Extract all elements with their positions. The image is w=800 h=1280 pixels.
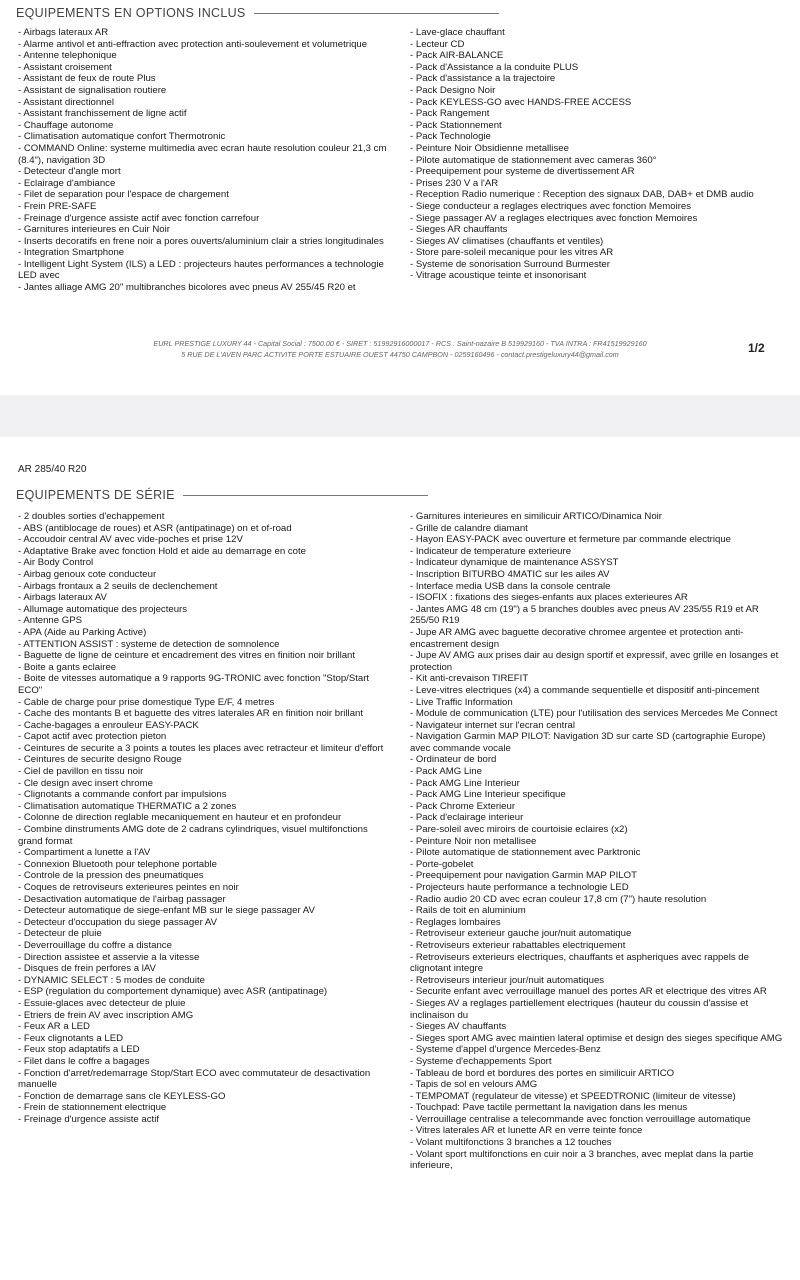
- list-item: - Systeme de sonorisation Surround Burmester: [410, 258, 610, 270]
- serie-section-title: EQUIPEMENTS DE SÉRIE: [16, 488, 175, 502]
- list-item: - DYNAMIC SELECT : 5 modes de conduite: [18, 974, 205, 986]
- list-item: - Clignotants a commande confort par impulsions: [18, 789, 227, 801]
- list-item: - Climatisation automatique THERMATIC a 2 zones: [18, 800, 237, 812]
- list-item: - Navigation Garmin MAP PILOT: Navigation 3D sur carte SD (cartographie Europe) avec commande vocale: [410, 731, 766, 754]
- section-divider-line: [183, 495, 428, 496]
- list-item: - Grille de calandre diamant: [410, 522, 528, 534]
- list-item: - Ceintures de securite designo Rouge: [18, 754, 182, 766]
- list-item: - Sieges AV climatises (chauffants et ventiles): [410, 235, 604, 247]
- list-item: - Pack Technologie: [410, 131, 491, 143]
- list-item: - Boite a gants eclairee: [18, 661, 117, 673]
- section-divider-line: [254, 13, 499, 14]
- list-item: - Systeme d'appel d'urgence Mercedes-Benz: [410, 1044, 601, 1056]
- options-section-header: [16, 6, 800, 20]
- list-item: - Store pare-soleil mecanique pour les vitres AR: [410, 247, 614, 259]
- document-page-1: [0, 0, 800, 395]
- list-item: - Fonction d'arret/redemarrage Stop/Start ECO avec commutateur de desactivation manuelle: [18, 1067, 371, 1091]
- list-item: - Pare-soleil avec miroirs de courtoisie eclaires (x2): [410, 824, 628, 836]
- list-item: - Feux stop adaptatifs a LED: [18, 1044, 140, 1056]
- list-item: - Allumage automatique des projecteurs: [18, 603, 188, 615]
- list-item: - Pack d'assistance a la trajectoire: [410, 73, 556, 85]
- list-item: - Inserts decoratifs en frene noir a pores ouverts/aluminium clair a stries longitudinales: [18, 235, 384, 247]
- list-item: - Volant multifonctions 3 branches a 12 touches: [410, 1137, 612, 1149]
- list-item: - Baguette de ligne de ceinture et encadrement des vitres en finition noir brillant: [18, 650, 356, 662]
- options-list-right: [410, 27, 795, 282]
- list-item: - Prises 230 V a l'AR: [410, 177, 499, 189]
- list-item: - Pack Chrome Exterieur: [410, 800, 516, 812]
- list-item: - Alarme antivol et anti-effraction avec protection anti-soulevement et volumetrique: [18, 38, 368, 50]
- list-item: - Inscription BITURBO 4MATIC sur les ailes AV: [410, 568, 610, 580]
- list-item: - Assistant de signalisation routiere: [18, 84, 167, 96]
- list-item: - Tapis de sol en velours AMG: [410, 1079, 538, 1091]
- list-item: - Filet de separation pour l'espace de chargement: [18, 189, 229, 201]
- list-item: - Reception Radio numerique : Reception des signaux DAB, DAB+ et DMB audio: [410, 189, 754, 201]
- list-item: - Siege conducteur a reglages electriques avec fonction Memoires: [410, 200, 692, 212]
- list-item: - Airbags frontaux a 2 seuils de declenchement: [18, 580, 218, 592]
- serie-list-left: [18, 511, 390, 1125]
- list-item: - Preequipement pour navigation Garmin MAP PILOT: [410, 870, 637, 882]
- serie-section-header: [16, 488, 800, 502]
- list-item: - COMMAND Online: systeme multimedia avec ecran haute resolution couleur 21,3 cm (8.4"), navigation 3D: [18, 142, 387, 166]
- list-item: - 2 doubles sorties d'echappement: [18, 511, 165, 522]
- options-section-title: EQUIPEMENTS EN OPTIONS INCLUS: [16, 6, 246, 20]
- list-item: - Interface media USB dans la console centrale: [410, 580, 611, 592]
- list-item: - Leve-vitres electriques (x4) a commande sequentielle et dispositif anti-pincement: [410, 684, 760, 696]
- list-item: - Colonne de direction reglable mecaniquement en hauteur et en profondeur: [18, 812, 342, 824]
- list-item: - Module de communication (LTE) pour l'utilisation des services Mercedes Me Connect: [410, 708, 778, 720]
- list-item: - Retroviseurs interieur jour/nuit automatiques: [410, 974, 605, 986]
- list-item: - Indicateur dynamique de maintenance ASSYST: [410, 557, 619, 569]
- list-item: - Antenne GPS: [18, 615, 82, 627]
- list-item: - Climatisation automatique confort Thermotronic: [18, 131, 226, 143]
- list-item: - Garnitures interieures en Cuir Noir: [18, 224, 170, 236]
- list-item: - Adaptative Brake avec fonction Hold et aide au demarrage en cote: [18, 545, 306, 557]
- list-item: - Cache-bagages a enrouleur EASY-PACK: [18, 719, 199, 731]
- list-item: - Vitrage acoustique teinte et insonorisant: [410, 270, 587, 282]
- serie-list-right: [410, 511, 788, 1172]
- list-item: - Pack d'eclairage interieur: [410, 812, 524, 824]
- page-number: 1/2: [748, 341, 765, 355]
- list-item: - Preequipement pour systeme de divertissement AR: [410, 166, 635, 178]
- list-item: - Assistant de feux de route Plus: [18, 73, 156, 85]
- list-item: - Verrouillage centralise a telecommande avec fonction verrouillage automatique: [410, 1113, 751, 1125]
- list-item: - Airbags lateraux AR: [18, 27, 109, 38]
- list-item: - Vitres laterales AR et lunette AR en verre teinte fonce: [410, 1125, 643, 1137]
- list-item: - Sieges AV chauffants: [410, 1021, 507, 1033]
- list-item: - Freinage d'urgence assiste actif: [18, 1113, 160, 1125]
- list-item: - Pack AMG Line Interieur specifique: [410, 789, 566, 801]
- list-item: - Pack Rangement: [410, 108, 490, 120]
- list-item: - Cache des montants B et baguette des vitres laterales AR en finition noir brillant: [18, 708, 364, 720]
- list-item: - Reglages lombaires: [410, 916, 501, 928]
- list-item: - Ceintures de securite a 3 points a toutes les places avec retracteur et limiteur d'effort: [18, 742, 384, 754]
- list-item: - ESP (regulation du comportement dynamique) avec ASR (antipatinage): [18, 986, 328, 998]
- list-item: - Rails de toit en aluminium: [410, 905, 526, 917]
- continued-tire-spec: AR 285/40 R20: [18, 464, 87, 475]
- list-item: - Jupe AV AMG aux prises dair au design sportif et expressif, avec grille en losanges et protection: [410, 650, 779, 673]
- list-item: - TEMPOMAT (regulateur de vitesse) et SPEEDTRONIC (limiteur de vitesse): [410, 1090, 736, 1102]
- list-item: - Essuie-glaces avec detecteur de pluie: [18, 997, 186, 1009]
- list-item: - Live Traffic Information: [410, 696, 513, 708]
- list-item: - ISOFIX : fixations des sieges-enfants aux places exterieures AR: [410, 592, 688, 604]
- list-item: - Jupe AR AMG avec baguette decorative chromee argentee et protection anti-encastrement design: [410, 626, 744, 650]
- list-item: - Deverrouillage du coffre a distance: [18, 939, 172, 951]
- list-item: - Intelligent Light System (ILS) a LED : projecteurs hautes performances a technologie LED avec: [18, 258, 384, 282]
- list-item: - Ciel de pavillon en tissu noir: [18, 766, 144, 778]
- page-separator: [0, 395, 800, 437]
- list-item: - Pack AMG Line Interieur: [410, 777, 520, 789]
- list-item: - Lave-glace chauffant: [410, 27, 505, 38]
- list-item: - Porte-gobelet: [410, 858, 474, 870]
- list-item: - Ordinateur de bord: [410, 754, 497, 766]
- list-item: - Securite enfant avec verrouillage manuel des portes AR et electrique des vitres AR: [410, 986, 767, 998]
- list-item: - Feux clignotants a LED: [18, 1032, 124, 1044]
- list-item: - Assistant franchissement de ligne actif: [18, 108, 187, 120]
- list-item: - Capot actif avec protection pieton: [18, 731, 167, 743]
- list-item: - Combine dinstruments AMG dote de 2 cadrans cylindriques, visuel multifonctions grand format: [18, 824, 368, 847]
- list-item: - Frein PRE-SAFE: [18, 200, 97, 212]
- list-item: - Filet dans le coffre a bagages: [18, 1055, 150, 1067]
- list-item: - Cable de charge pour prise domestique Type E/F, 4 metres: [18, 696, 275, 708]
- list-item: - Peinture Noir Obsidienne metallisee: [410, 142, 569, 154]
- list-item: - Freinage d'urgence assiste actif avec fonction carrefour: [18, 212, 260, 224]
- list-item: - Navigateur internet sur l'ecran central: [410, 719, 576, 731]
- list-item: - Etriers de frein AV avec inscription AMG: [18, 1009, 194, 1021]
- list-item: - Boite de vitesses automatique a 9 rapports 9G-TRONIC avec fonction "Stop/Start ECO": [18, 673, 370, 696]
- list-item: - Kit anti-crevaison TIREFIT: [410, 673, 529, 685]
- footer-line-company: EURL PRESTIGE LUXURY 44 - Capital Social : 7500.00 € - SIRET : 51992916000017 - RCS : Saint-nazaire B 519929160 - TVA INTRA : FR41519929160: [153, 339, 647, 348]
- list-item: - Eclairage d'ambiance: [18, 177, 116, 189]
- list-item: - Detecteur de pluie: [18, 928, 102, 940]
- list-item: - Chauffage autonome: [18, 119, 114, 131]
- list-item: - Peinture Noir non metallisee: [410, 835, 537, 847]
- list-item: - Pack AMG Line: [410, 766, 482, 778]
- list-item: - Retroviseurs exterieurs electriques, chauffants et aspheriques avec rappels de clignotant integre: [410, 951, 749, 975]
- list-item: - Direction assistee et asservie a la vitesse: [18, 951, 200, 963]
- list-item: - Pack d'Assistance a la conduite PLUS: [410, 61, 579, 73]
- list-item: - Retroviseurs exterieur rabattables electriquement: [410, 939, 626, 951]
- list-item: - Detecteur d'angle mort: [18, 166, 121, 178]
- list-item: - Controle de la pression des pneumatiques: [18, 870, 204, 882]
- list-item: - Tableau de bord et bordures des portes en similicuir ARTICO: [410, 1067, 675, 1079]
- list-item: - Radio audio 20 CD avec ecran couleur 17,8 cm (7") haute resolution: [410, 893, 707, 905]
- list-item: - Volant sport multifonctions en cuir noir a 3 branches, avec meplat dans la partie inferieure,: [410, 1148, 754, 1172]
- list-item: - Air Body Control: [18, 557, 94, 569]
- list-item: - ATTENTION ASSIST : systeme de detection de somnolence: [18, 638, 280, 650]
- list-item: - Fonction de demarrage sans cle KEYLESS-GO: [18, 1090, 226, 1102]
- list-item: - Cle design avec insert chrome: [18, 777, 153, 789]
- list-item: - Compartiment a lunette a l'AV: [18, 847, 151, 859]
- list-item: - Systeme d'echappements Sport: [410, 1055, 552, 1067]
- list-item: - Assistant croisement: [18, 61, 112, 73]
- list-item: - APA (Aide au Parking Active): [18, 626, 147, 638]
- list-item: - Projecteurs haute performance a technologie LED: [410, 882, 629, 893]
- list-item: - Frein de stationnement electrique: [18, 1102, 167, 1114]
- list-item: - Desactivation automatique de l'airbag passager: [18, 893, 226, 905]
- list-item: - Retroviseur exterieur gauche jour/nuit automatique: [410, 928, 632, 940]
- list-item: - Sieges AR chauffants: [410, 224, 508, 236]
- list-item: - Pilote automatique de stationnement avec Parktronic: [410, 847, 641, 859]
- list-item: - Jantes alliage AMG 20" multibranches bicolores avec pneus AV 255/45 R20 et: [18, 282, 356, 294]
- list-item: - Integration Smartphone: [18, 247, 125, 259]
- list-item: - Touchpad: Pave tactile permettant la navigation dans les menus: [410, 1102, 688, 1114]
- list-item: - Pack AIR-BALANCE: [410, 50, 504, 62]
- list-item: - Sieges AV a reglages partiellement electriques (hauteur du coussin d'assise et inclinaison du: [410, 997, 749, 1021]
- list-item: - Antenne telephonique: [18, 50, 117, 62]
- list-item: - Garnitures interieures en similicuir ARTICO/Dinamica Noir: [410, 511, 662, 522]
- list-item: - Pilote automatique de stationnement avec cameras 360°: [410, 154, 657, 166]
- list-item: - Accoudoir central AV avec vide-poches et prise 12V: [18, 534, 243, 546]
- list-item: - Airbags lateraux AV: [18, 592, 107, 604]
- list-item: - ABS (antiblocage de roues) et ASR (antipatinage) on et of-road: [18, 522, 292, 534]
- list-item: - Pack KEYLESS-GO avec HANDS-FREE ACCESS: [410, 96, 632, 108]
- list-item: - Pack Designo Noir: [410, 84, 496, 96]
- list-item: - Lecteur CD: [410, 38, 465, 50]
- list-item: - Jantes AMG 48 cm (19") a 5 branches doubles avec pneus AV 235/55 R19 et AR 255/50 R19: [410, 603, 759, 627]
- list-item: - Disques de frein perfores a lAV: [18, 963, 156, 975]
- list-item: - Pack Stationnement: [410, 119, 502, 131]
- list-item: - Hayon EASY-PACK avec ouverture et fermeture par commande electrique: [410, 534, 732, 546]
- list-item: - Coques de retroviseurs exterieures peintes en noir: [18, 882, 239, 893]
- footer-line-address: 5 RUE DE L'AVEN PARC ACTIVITE PORTE ESTUAIRE OUEST 44750 CAMPBON - 0259160496 - contact.prestigeluxury44@gmail.com: [181, 350, 619, 359]
- list-item: - Indicateur de temperature exterieure: [410, 545, 572, 557]
- list-item: - Connexion Bluetooth pour telephone portable: [18, 858, 217, 870]
- list-item: - Airbag genoux cote conducteur: [18, 568, 157, 580]
- company-footer: [0, 338, 800, 360]
- list-item: - Feux AR a LED: [18, 1021, 90, 1033]
- list-item: - Siege passager AV a reglages electriques avec fonction Memoires: [410, 212, 698, 224]
- list-item: - Assistant directionnel: [18, 96, 114, 108]
- list-item: - Detecteur automatique de siege-enfant MB sur le siege passager AV: [18, 905, 315, 917]
- list-item: - Detecteur d'occupation du siege passager AV: [18, 916, 217, 928]
- options-list-left: [18, 27, 390, 294]
- list-item: - Sieges sport AMG avec maintien lateral optimise et design des sieges specifique AMG: [410, 1032, 783, 1044]
